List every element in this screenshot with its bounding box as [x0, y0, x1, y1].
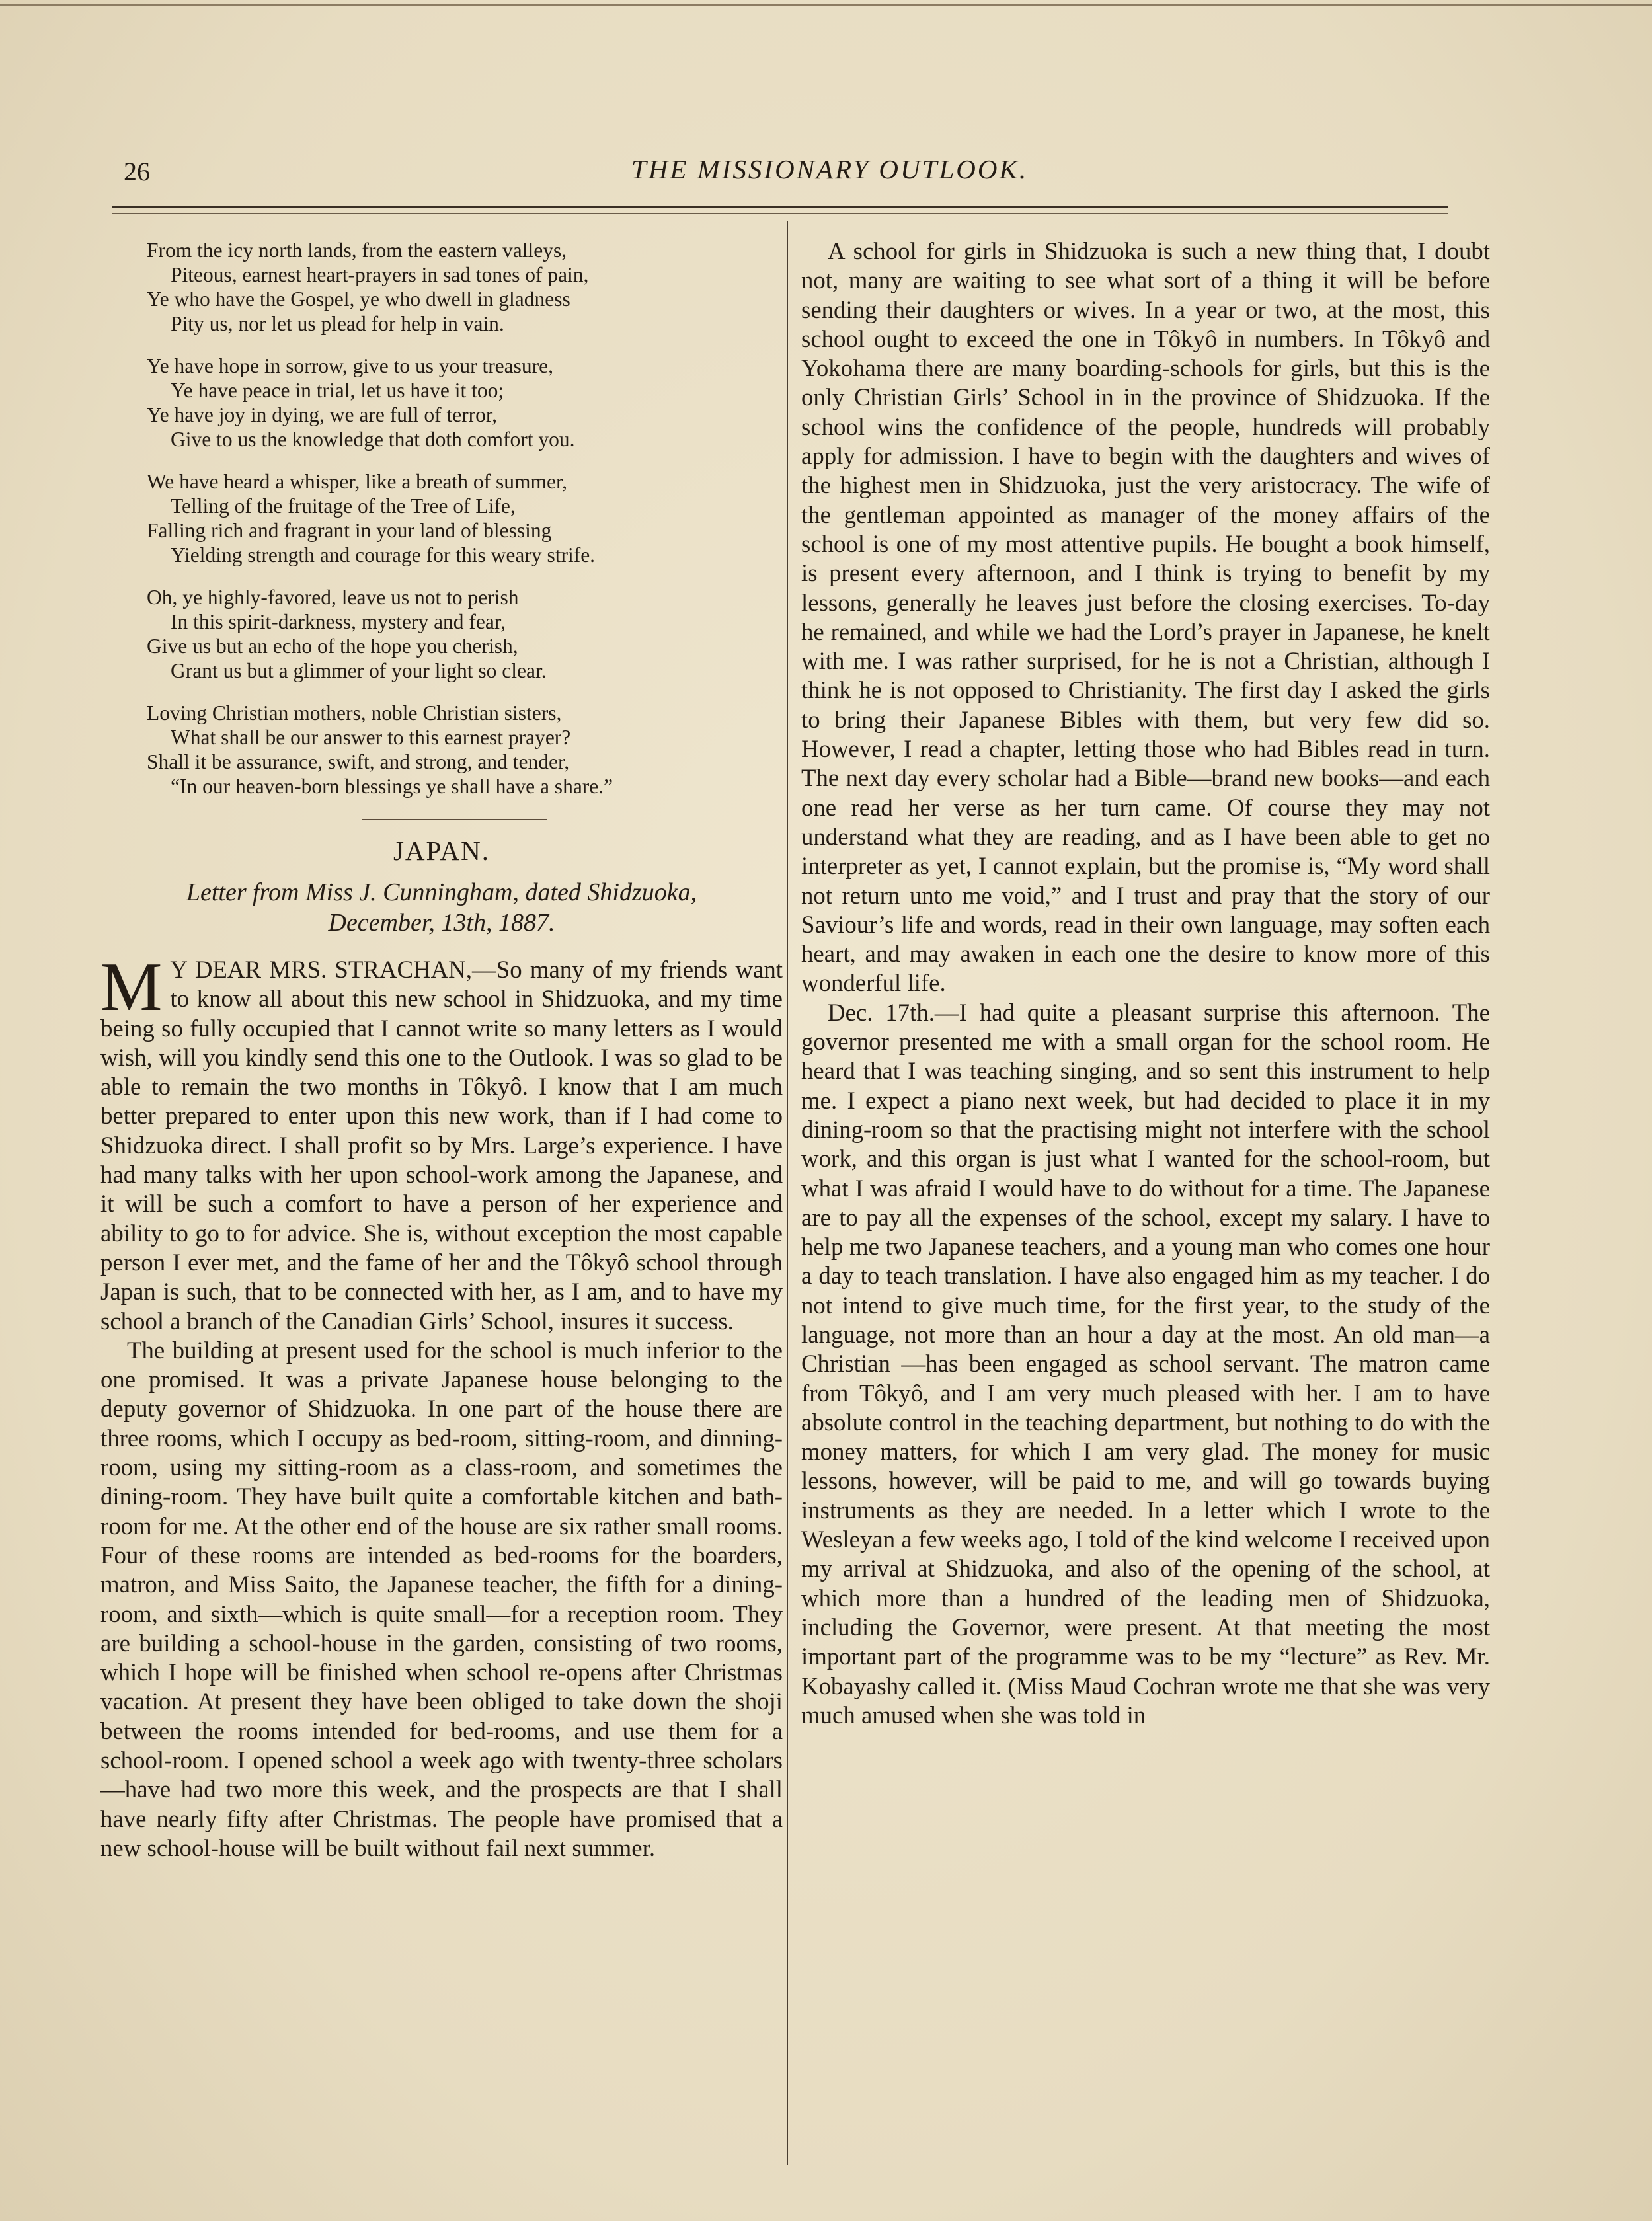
top-edge-rule — [0, 4, 1652, 6]
poem-stanza — [147, 701, 783, 799]
column-divider — [787, 221, 788, 2165]
poem-stanza — [147, 238, 783, 336]
right-column — [801, 237, 1490, 1730]
paragraph-text: Y DEAR MRS. STRACHAN,—So many of my friends want to know all about this new school in Shidzuoka, and my time being so fully occupied that I cannot write so many letters as I would wish, will you kindly send this one to the Outlook. I was so glad to be able to remain the two months in Tôkyô. I know that I am much better prepared to enter upon this new work, than if I had come to Shidzuoka direct. I shall profit so by Mrs. Large’s experience. I have had many talks with her upon school-work among the Japanese, and it will be such a comfort to have a person of her experience and ability to go to for advice. She is, without exception the most capable person I ever met, and the fame of her and the Tôkyô school through Japan is such, that to be connected with her, as I am, and to have my school a branch of the Canadian Girls’ School, insures it success. — [100, 956, 783, 1335]
running-title: THE MISSIONARY OUTLOOK. — [631, 154, 1029, 184]
poem-line: From the icy north lands, from the eastern valleys, — [147, 239, 567, 262]
poem-line: Ye have peace in trial, let us have it too; — [171, 379, 504, 402]
drop-cap: M — [100, 948, 163, 1025]
poem-stanza — [147, 585, 783, 683]
paragraph: Dec. 17th.—I had quite a pleasant surprise this afternoon. The governor presented me with a small organ for the school room. He heard that I was teaching singing, and so sent this instrument to help me. I expect a piano next week, but had decided to place it in my dining-room so that the practising might not interfere with the school work, and this organ is just what I wanted for the school-room, but what I was afraid I would have to do without for a time. The Japanese are to pay all the expenses of the school, except my salary. I have to help me two Japanese teachers, and a young man who comes one hour a day to teach translation. I have also engaged him as my teacher. I do not intend to give much time, for the first year, to the study of the language, not more than an hour a day at the most. An old man—a Christian —has been engaged as school servant. The matron came from Tôkyô, and I am very much pleased with her. I am to have absolute control in the teaching department, but nothing to do with the money matters, for which I am very glad. The money for music lessons, however, will be paid to me, and will go towards buying instruments as they are needed. In a letter which I wrote to the Wesleyan a few weeks ago, I told of the kind welcome I received upon my arrival at Shidzuoka, and also of the opening of the school, at which more than a hundred of the leading men of Shidzuoka, including the Governor, were present. At that meeting the most important part of the programme was to be my “lecture” as Rev. Mr. Kobayashy called it. (Miss Maud Cochran wrote me that she was very much amused when she was told in — [801, 998, 1490, 1729]
poem-line: Loving Christian mothers, noble Christian sisters, — [147, 701, 562, 724]
poem-line: Oh, ye highly-favored, leave us not to perish — [147, 586, 519, 609]
page-number: 26 — [124, 157, 150, 186]
dateline-date: December, 13th, 1887. — [328, 909, 555, 937]
poem-line: Piteous, earnest heart-prayers in sad tones of pain, — [171, 263, 589, 286]
article-body-left — [100, 948, 783, 1863]
page-header — [102, 151, 1557, 190]
poem-stanza — [147, 354, 783, 451]
article-body-right — [801, 237, 1490, 1730]
poem-line: We have heard a whisper, like a breath of summer, — [147, 470, 568, 493]
poem — [147, 238, 783, 799]
header-rule — [112, 206, 1448, 208]
poem-line: “In our heaven-born blessings ye shall have a share.” — [171, 775, 613, 798]
poem-line: Give us but an echo of the hope you cherish, — [147, 635, 518, 658]
poem-stanza — [147, 469, 783, 567]
section-title: JAPAN. — [393, 836, 491, 866]
poem-line: What shall be our answer to this earnest prayer? — [171, 726, 571, 749]
dateline: Letter from Miss J. Cunningham, dated Shidzuoka, — [186, 878, 697, 906]
poem-line: Yielding strength and courage for this weary strife. — [171, 543, 596, 566]
header-rule-thin — [112, 213, 1448, 214]
paragraph: A school for girls in Shidzuoka is such a new thing that, I doubt not, many are waiting to see what sort of a thing it will be before sending their daughters or wives. In a year or two, at the most, this school ought to exceed the one in Tôkyô in numbers. In Tôkyô and Yokohama there are many boarding-schools for girls, but this is the only Christian Girls’ School in in the province of Shidzuoka. If the school wins the confidence of the people, hundreds will probably apply for admission. I have to begin with the daughters and wives of the highest men in Shidzuoka, just the very aristocracy. The wife of the gentleman appointed as manager of the money affairs of the school is one of my most attentive pupils. He bought a book himself, is present every afternoon, and I think is trying to benefit by my lessons, generally he leaves just before the closing exercises. To-day he remained, and while we had the Lord’s prayer in Japanese, he knelt with me. I was rather surprised, for he is not a Christian, although I think he is not opposed to Christianity. The first day I asked the girls to bring their Japanese Bibles with them, but very few did so. However, I read a chapter, letting those who had Bibles read in turn. The next day every scholar had a Bible—brand new books—and each one read her verse as her turn came. Of course they may not understand what they are reading, and as I have been able to get no interpreter as yet, I cannot explain, but the promise is, “My word shall not return unto me void,” and I trust and pray that the story of our Saviour’s life and words, read in their own language, may soften each heart, and may awaken in each one the desire to know more of this wonderful life. — [801, 237, 1490, 997]
poem-line: Ye have hope in sorrow, give to us your treasure, — [147, 354, 554, 377]
poem-line: Falling rich and fragrant in your land of blessing — [147, 519, 552, 542]
poem-line: Give to us the knowledge that doth comfort you. — [171, 428, 575, 451]
paragraph — [100, 948, 783, 1336]
poem-line: Ye who have the Gospel, ye who dwell in gladness — [147, 288, 570, 311]
poem-line: Grant us but a glimmer of your light so clear. — [171, 659, 547, 682]
poem-line: Pity us, nor let us plead for help in vain. — [171, 312, 504, 335]
poem-line: Shall it be assurance, swift, and strong, and tender, — [147, 750, 570, 773]
poem-line: Ye have joy in dying, we are full of terror, — [147, 403, 498, 426]
poem-line: In this spirit-darkness, mystery and fear, — [171, 610, 506, 633]
poem-line: Telling of the fruitage of the Tree of Life, — [171, 494, 516, 518]
left-column — [100, 238, 783, 1863]
paragraph: The building at present used for the school is much inferior to the one promised. It was a private Japanese house belonging to the deputy governor of Shidzuoka. In one part of the house there are three rooms, which I occupy as bed-room, sitting-room, and dinning-room, using my sitting-room as a class-room, and sometimes the dining-room. They have built quite a comfortable kitchen and bath-room for me. At the other end of the house are six rather small rooms. Four of these rooms are intended as bed-rooms for the boarders, matron, and Miss Saito, the Japanese teacher, the fifth for a dining-room, and sixth—which is quite small—for a reception room. They are building a school-house in the garden, consisting of two rooms, which I hope will be finished when school re-opens after Christmas vacation. At present they have been obliged to take down the shoji between the rooms intended for bed-rooms, and use them for a school-room. I opened school a week ago with twenty-three scholars —have had two more this week, and the prospects are that I shall have nearly fifty after Christmas. The people have promised that a new school-house will be built without fail next summer. — [100, 1336, 783, 1861]
section-ornament — [100, 812, 783, 832]
